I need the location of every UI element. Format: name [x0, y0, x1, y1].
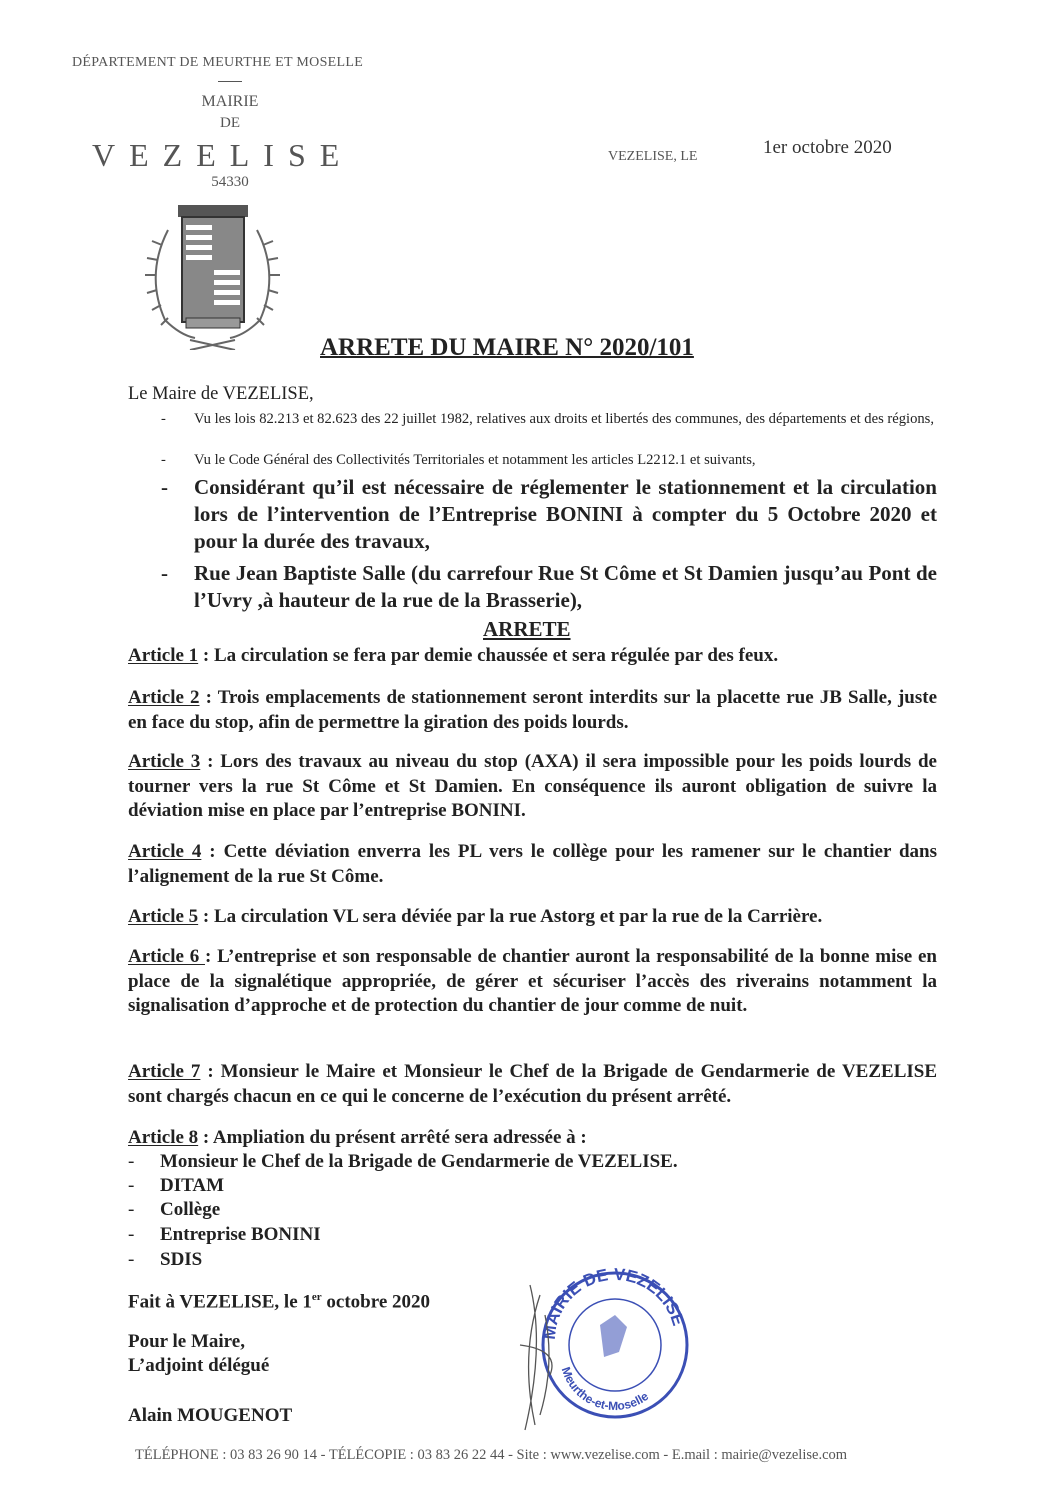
consideration-item: - Vu les lois 82.213 et 82.623 des 22 juillet 1982, relatives aux droits et libertés des communes, des départements et des régions,	[161, 411, 935, 427]
bullet-dash: -	[161, 561, 168, 585]
recipient-item: - Entreprise BONINI	[128, 1224, 321, 1245]
document-date: 1er octobre 2020	[763, 137, 892, 158]
de-label: DE	[220, 115, 240, 131]
mairie-label: MAIRIE	[201, 93, 259, 110]
consideration-item: - Rue Jean Baptiste Salle (du carrefour Rue St Côme et St Damien jusqu’au Pont de l’Uvry ,à hauteur de la rue de la Brasserie),	[161, 561, 937, 612]
signatory-for: Pour le Maire,	[128, 1331, 245, 1352]
bullet-dash: -	[161, 411, 166, 427]
consideration-item: - Considérant qu’il est nécessaire de réglementer le stationnement et la circulation lors de l’intervention de l’Entreprise BONINI à compter du 5 Octobre 2020 et pour la durée des travaux,	[161, 475, 937, 553]
coat-of-arms-icon	[140, 200, 285, 350]
article-2: Article 2 : Trois emplacements de stationnement seront interdits sur la placette rue JB Salle, juste en face du stop, afin de permettre la giration des poids lourds.	[128, 687, 938, 733]
recipient-item: - Monsieur le Chef de la Brigade de Gendarmerie de VEZELISE.	[128, 1151, 678, 1172]
article-3: Article 3 : Lors des travaux au niveau du stop (AXA) il sera impossible pour les poids lourds de tourner vers la rue St Côme et St Damien. En conséquence ils auront obligation de suivre la déviation mise en place par l’entreprise BONINI.	[128, 751, 937, 821]
department-name: DÉPARTEMENT DE MEURTHE ET MOSELLE	[72, 55, 364, 70]
divider	[218, 81, 242, 82]
svg-text:Meurthe-et-Moselle: Meurthe-et-Moselle	[558, 1365, 652, 1414]
article-5: Article 5 : La circulation VL sera déviée par la rue Astorg et par la rue de la Carrière.	[128, 906, 823, 927]
recipient-item: - Collège	[128, 1199, 221, 1220]
bullet-dash: -	[161, 452, 166, 468]
consideration-item: - Vu le Code Général des Collectivités Territoriales et notamment les articles L2212.1 et suivants,	[161, 452, 756, 468]
document-title: ARRETE DU MAIRE N° 2020/101	[320, 334, 694, 361]
svg-text:MAIRIE DE VEZELISE: MAIRIE DE VEZELISE	[539, 1264, 689, 1341]
recipient-item: - SDIS	[128, 1249, 203, 1270]
signatory-name: Alain MOUGENOT	[128, 1405, 293, 1426]
article-1: Article 1 : La circulation se fera par demie chaussée et sera régulée par des feux.	[128, 645, 779, 666]
contact-footer: TÉLÉPHONE : 03 83 26 90 14 - TÉLÉCOPIE : 03 83 26 22 44 - Site : www.vezelise.com - E.mail : mairie@vezelise.com	[135, 1447, 848, 1463]
recipient-item: - DITAM	[128, 1175, 225, 1196]
article-4: Article 4 : Cette déviation enverra les PL vers le collège pour les ramener sur le chantier dans l’alignement de la rue St Côme.	[128, 841, 938, 887]
date-prefix: VEZELISE, LE	[608, 149, 698, 164]
arrete-heading: ARRETE	[483, 617, 571, 641]
signatory-role: L’adjoint délégué	[128, 1355, 270, 1376]
bullet-dash: -	[161, 475, 168, 499]
official-stamp-icon	[500, 1255, 700, 1440]
town-name: VEZELISE	[92, 137, 354, 173]
intro-line: Le Maire de VEZELISE,	[128, 384, 314, 404]
article-6: Article 6 : L’entreprise et son responsable de chantier auront la responsabilité de la bonne mise en place de la signalétique appropriée, de gérer et sécuriser l’accès des riverains notamment la signalisation d’approche et de protection du chantier de jour comme de nuit.	[128, 946, 937, 1016]
done-at: Fait à VEZELISE, le 1er octobre 2020	[128, 1291, 431, 1313]
article-8: Article 8 : Ampliation du présent arrêté sera adressée à :	[128, 1127, 587, 1148]
article-7: Article 7 : Monsieur le Maire et Monsieur le Chef de la Brigade de Gendarmerie de VEZELISE sont chargés chacun en ce qui le concerne de l’exécution du présent arrêté.	[128, 1061, 937, 1107]
postcode: 54330	[211, 174, 249, 190]
